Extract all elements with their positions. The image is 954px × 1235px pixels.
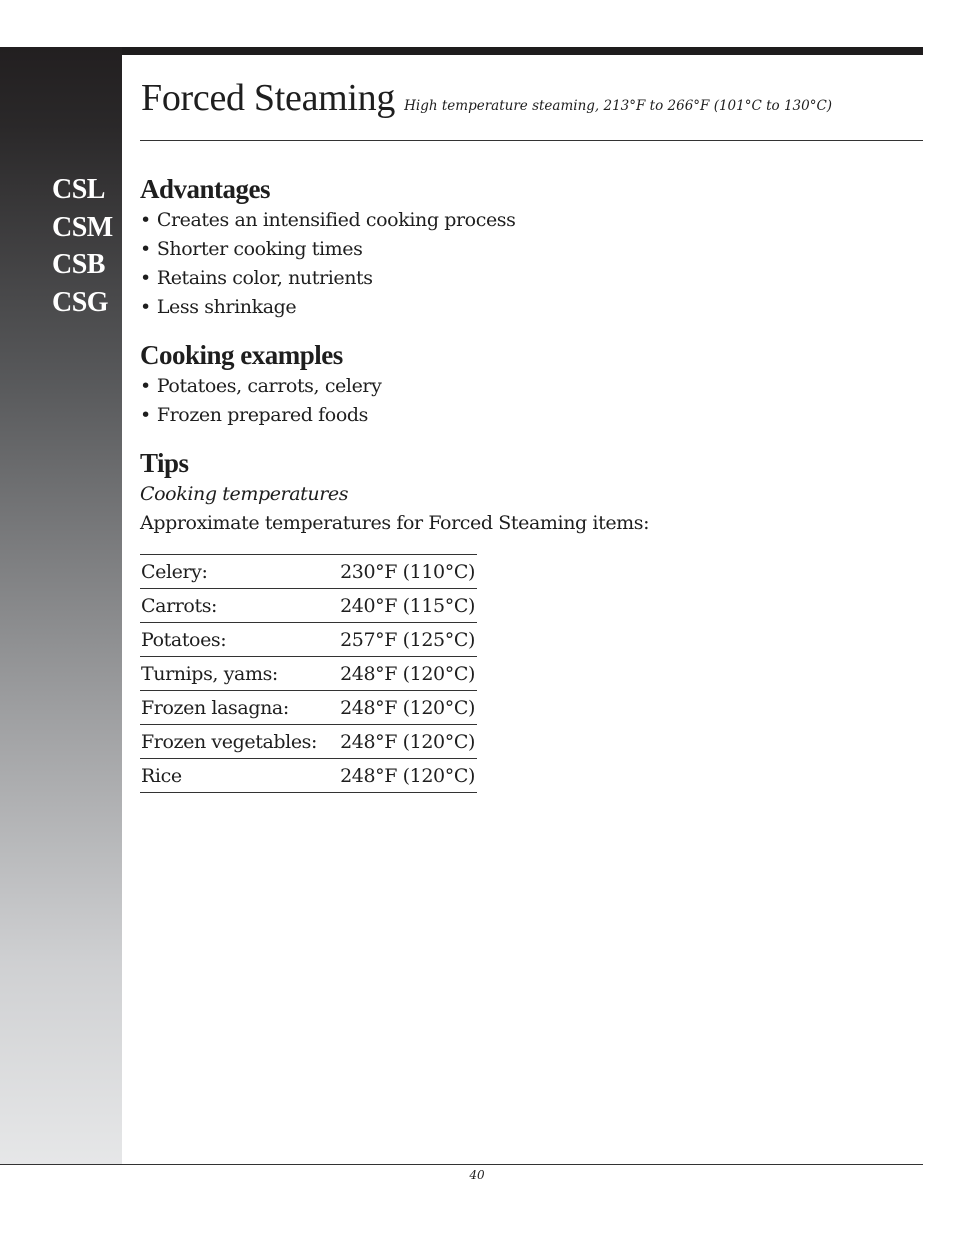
model-list (52, 171, 113, 321)
food-temperature: 248°F (120°C) (330, 725, 477, 759)
title-row (141, 76, 832, 120)
food-item: Carrots: (140, 589, 330, 623)
list-item: • Less shrinkage (140, 296, 297, 318)
list-item: • Retains color, nutrients (140, 267, 373, 289)
list-item: • Potatoes, carrots, celery (140, 375, 382, 397)
table-row (140, 589, 477, 623)
food-temperature: 257°F (125°C) (330, 623, 477, 657)
tips-intro: Approximate temperatures for Forced Steaming items: (140, 512, 650, 534)
cooking-examples-heading: Cooking examples (140, 340, 343, 370)
footer-divider (0, 1164, 923, 1165)
temperature-table (140, 554, 477, 793)
food-item: Potatoes: (140, 623, 330, 657)
food-temperature: 248°F (120°C) (330, 691, 477, 725)
list-item: • Creates an intensified cooking process (140, 209, 516, 231)
tips-heading: Tips (140, 448, 189, 478)
model-label: CSL (52, 174, 105, 205)
list-item: • Frozen prepared foods (140, 404, 368, 426)
food-temperature: 230°F (110°C) (330, 555, 477, 589)
cooking-examples-list (140, 372, 900, 430)
food-item: Turnips, yams: (140, 657, 330, 691)
title-divider (140, 140, 923, 141)
advantages-heading: Advantages (140, 174, 271, 204)
food-temperature: 248°F (120°C) (330, 759, 477, 793)
advantages-list (140, 206, 900, 322)
table-row (140, 657, 477, 691)
table-row (140, 759, 477, 793)
top-bar (0, 47, 923, 55)
table-row (140, 725, 477, 759)
page-subtitle: High temperature steaming, 213°F to 266°F (101°C to 130°C) (404, 98, 833, 114)
food-item: Frozen lasagna: (140, 691, 330, 725)
page-number: 40 (469, 1168, 485, 1182)
food-item: Frozen vegetables: (140, 725, 330, 759)
food-item: Celery: (140, 555, 330, 589)
table-row (140, 555, 477, 589)
table-row (140, 623, 477, 657)
model-label: CSB (52, 249, 105, 280)
page-title: Forced Steaming (141, 77, 396, 119)
main-content (140, 172, 900, 793)
model-label: CSG (52, 286, 109, 318)
table-row (140, 691, 477, 725)
food-temperature: 240°F (115°C) (330, 589, 477, 623)
tips-subheading: Cooking temperatures (140, 483, 349, 505)
food-item: Rice (140, 759, 330, 793)
food-temperature: 248°F (120°C) (330, 657, 477, 691)
model-label: CSM (52, 211, 113, 243)
list-item: • Shorter cooking times (140, 238, 363, 260)
